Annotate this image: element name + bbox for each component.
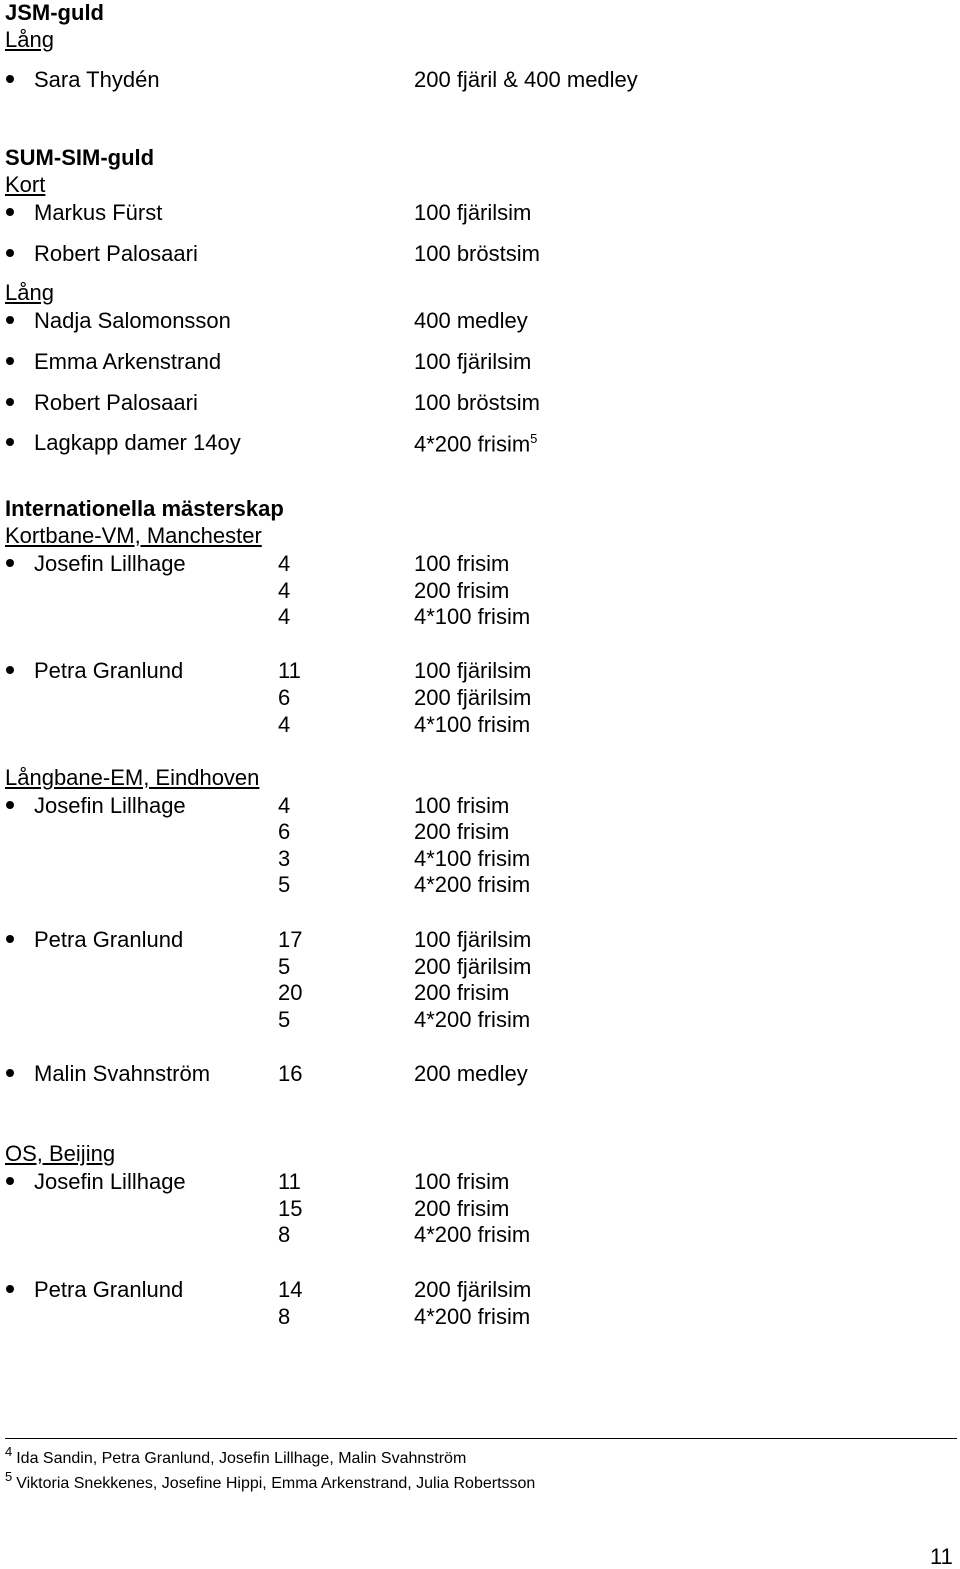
place: 15 xyxy=(278,1196,303,1221)
place: 5 xyxy=(278,1007,291,1032)
event: 100 fjärilsim xyxy=(414,927,532,952)
vm-heading: Kortbane-VM, Manchester xyxy=(5,523,262,548)
bullet-icon xyxy=(6,75,14,83)
bullet-icon xyxy=(6,801,14,809)
footnote-number: 5 xyxy=(5,1469,13,1484)
swimmer-name: Petra Granlund xyxy=(34,658,184,683)
event: 4*200 frisim xyxy=(414,1007,531,1032)
swimmer-name: Josefin Lillhage xyxy=(34,551,186,576)
event: 100 frisim xyxy=(414,551,510,576)
swimmer-name: Lagkapp damer 14oy xyxy=(34,430,241,455)
footnote-ref: 5 xyxy=(530,431,538,446)
footnote-number: 4 xyxy=(5,1444,13,1459)
swimmer-name: Malin Svahnström xyxy=(34,1061,211,1086)
swimmer-name: Emma Arkenstrand xyxy=(34,349,222,374)
swimmer-name: Sara Thydén xyxy=(34,67,160,92)
bullet-icon xyxy=(6,666,14,674)
place: 8 xyxy=(278,1222,291,1247)
event: 200 fjärilsim xyxy=(414,685,532,710)
bullet-icon xyxy=(6,559,14,567)
place: 6 xyxy=(278,685,291,710)
place: 4 xyxy=(278,604,291,629)
jsm-sub-heading: Lång xyxy=(5,27,54,52)
event-text: 4*200 frisim xyxy=(414,431,531,457)
bullet-icon xyxy=(6,398,14,406)
place: 6 xyxy=(278,819,291,844)
event: 4*100 frisim xyxy=(414,846,531,871)
event xyxy=(414,432,537,455)
swimmer-name: Robert Palosaari xyxy=(34,241,198,266)
event: 100 frisim xyxy=(414,793,510,818)
event: 200 fjärilsim xyxy=(414,1277,532,1302)
event: 4*100 frisim xyxy=(414,712,531,737)
swimmer-name: Markus Fürst xyxy=(34,200,163,225)
page-number: 11 xyxy=(930,1544,953,1569)
swimmer-name: Robert Palosaari xyxy=(34,390,198,415)
bullet-icon xyxy=(6,1285,14,1293)
swimmer-name: Petra Granlund xyxy=(34,1277,184,1302)
footnote-text: Viktoria Snekkenes, Josefine Hippi, Emma Arkenstrand, Julia Robertsson xyxy=(16,1475,536,1492)
place: 11 xyxy=(278,658,301,683)
bullet-icon xyxy=(6,208,14,216)
event: 400 medley xyxy=(414,308,528,333)
place: 4 xyxy=(278,551,291,576)
place: 8 xyxy=(278,1304,291,1329)
os-heading: OS, Beijing xyxy=(5,1141,116,1166)
footnote-text: Ida Sandin, Petra Granlund, Josefin Lillhage, Malin Svahnström xyxy=(16,1450,467,1467)
swimmer-name: Josefin Lillhage xyxy=(34,793,186,818)
sumsim-title: SUM-SIM-guld xyxy=(5,145,155,170)
place: 4 xyxy=(278,578,291,603)
event: 100 fjärilsim xyxy=(414,200,532,225)
swimmer-name: Josefin Lillhage xyxy=(34,1169,186,1194)
event: 100 bröstsim xyxy=(414,241,540,266)
event: 100 fjärilsim xyxy=(414,658,532,683)
swimmer-name: Petra Granlund xyxy=(34,927,184,952)
kort-heading: Kort xyxy=(5,172,46,197)
em-heading: Långbane-EM, Eindhoven xyxy=(5,765,260,790)
place: 3 xyxy=(278,846,291,871)
bullet-icon xyxy=(6,357,14,365)
intl-title: Internationella mästerskap xyxy=(5,496,284,521)
event: 200 frisim xyxy=(414,1196,510,1221)
event: 200 frisim xyxy=(414,980,510,1005)
event: 100 bröstsim xyxy=(414,390,540,415)
bullet-icon xyxy=(6,935,14,943)
lang-heading: Lång xyxy=(5,280,54,305)
place: 4 xyxy=(278,793,291,818)
place: 11 xyxy=(278,1169,301,1194)
event: 100 fjärilsim xyxy=(414,349,532,374)
event: 4*100 frisim xyxy=(414,604,531,629)
event: 4*200 frisim xyxy=(414,1304,531,1329)
place: 16 xyxy=(278,1061,303,1086)
place: 4 xyxy=(278,712,291,737)
bullet-icon xyxy=(6,249,14,257)
footnote xyxy=(5,1469,536,1493)
event: 200 frisim xyxy=(414,578,510,603)
place: 5 xyxy=(278,954,291,979)
event: 200 frisim xyxy=(414,819,510,844)
event: 4*200 frisim xyxy=(414,872,531,897)
footnote xyxy=(5,1444,467,1468)
bullet-icon xyxy=(6,438,14,446)
swimmer-name: Nadja Salomonsson xyxy=(34,308,231,333)
event: 200 medley xyxy=(414,1061,528,1086)
place: 17 xyxy=(278,927,303,952)
bullet-icon xyxy=(6,1069,14,1077)
place: 14 xyxy=(278,1277,303,1302)
footnote-divider xyxy=(5,1438,957,1439)
place: 5 xyxy=(278,872,291,897)
bullet-icon xyxy=(6,1177,14,1185)
event: 100 frisim xyxy=(414,1169,510,1194)
event: 200 fjäril & 400 medley xyxy=(414,67,638,92)
event: 200 fjärilsim xyxy=(414,954,532,979)
bullet-icon xyxy=(6,316,14,324)
place: 20 xyxy=(278,980,303,1005)
jsm-title: JSM-guld xyxy=(5,0,104,25)
event: 4*200 frisim xyxy=(414,1222,531,1247)
